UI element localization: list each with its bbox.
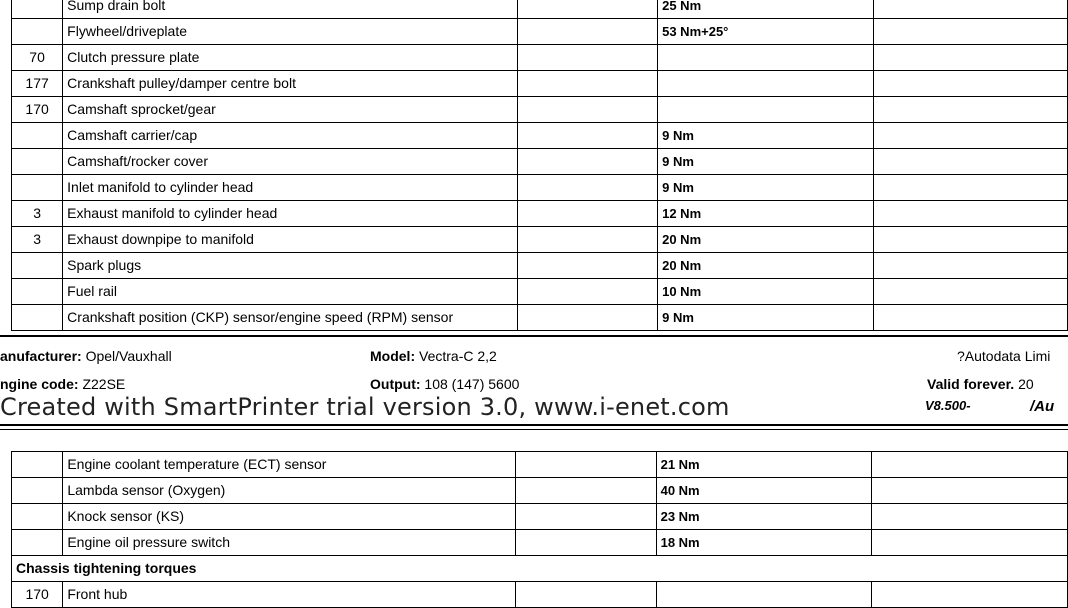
- ref-cell: [12, 530, 63, 556]
- torque-table-top: [11, 0, 1068, 331]
- spec-cell: [518, 0, 658, 19]
- spec-cell: [518, 305, 658, 331]
- ref-cell: [12, 19, 63, 45]
- table-row: [12, 227, 1068, 253]
- spec-cell: [515, 582, 656, 608]
- torque-cell: 12 Nm: [658, 201, 874, 227]
- item-cell: Fuel rail: [63, 279, 518, 305]
- table-row: [12, 305, 1068, 331]
- version-label: V8.500-: [925, 398, 971, 413]
- spec-cell: [518, 175, 658, 201]
- notes-cell: [873, 305, 1067, 331]
- table-row: [12, 253, 1068, 279]
- item-cell: Lambda sensor (Oxygen): [63, 478, 516, 504]
- ref-cell: 177: [12, 71, 63, 97]
- engine-code-label: ngine code:: [0, 376, 79, 392]
- notes-cell: [873, 227, 1067, 253]
- torque-cell: 23 Nm: [656, 504, 872, 530]
- item-cell: Sump drain bolt: [63, 0, 518, 19]
- ref-cell: [12, 149, 63, 175]
- notes-cell: [873, 201, 1067, 227]
- torque-cell: [658, 45, 874, 71]
- item-cell: Camshaft/rocker cover: [63, 149, 518, 175]
- item-cell: Flywheel/driveplate: [63, 19, 518, 45]
- manufacturer-label: anufacturer:: [0, 348, 82, 364]
- spec-cell: [515, 478, 656, 504]
- table-row: [12, 149, 1068, 175]
- item-cell: Exhaust manifold to cylinder head: [63, 201, 518, 227]
- torque-cell: [658, 97, 874, 123]
- copyright-text: ?Autodata Limi: [957, 348, 1051, 364]
- ref-cell: [12, 123, 63, 149]
- table-row: [12, 582, 1068, 608]
- model-label: Model:: [370, 348, 416, 364]
- spec-cell: [515, 504, 656, 530]
- page-break-rule-low: [0, 429, 1068, 430]
- item-cell: Engine coolant temperature (ECT) sensor: [63, 452, 516, 478]
- engine-code-value: Z22SE: [82, 376, 126, 392]
- torque-cell: 53 Nm+25°: [658, 19, 874, 45]
- notes-cell: [872, 452, 1068, 478]
- notes-cell: [873, 175, 1067, 201]
- notes-cell: [872, 478, 1068, 504]
- section-title: Chassis tightening torques: [12, 556, 1068, 582]
- notes-cell: [872, 582, 1068, 608]
- notes-cell: [873, 45, 1067, 71]
- manufacturer-line: [0, 347, 172, 365]
- manufacturer-value: Opel/Vauxhall: [85, 348, 172, 364]
- table-row: [12, 45, 1068, 71]
- table-row: [12, 0, 1068, 19]
- engine-code-line: [0, 375, 125, 393]
- notes-cell: [872, 504, 1068, 530]
- torque-cell: 20 Nm: [658, 253, 874, 279]
- spec-cell: [518, 97, 658, 123]
- torque-cell: 18 Nm: [656, 530, 872, 556]
- spec-cell: [515, 452, 656, 478]
- page-break-rule-top: [0, 335, 1068, 337]
- table-row: [12, 175, 1068, 201]
- spec-cell: [518, 201, 658, 227]
- ref-cell: 3: [12, 201, 63, 227]
- notes-cell: [873, 19, 1067, 45]
- ref-cell: 3: [12, 227, 63, 253]
- valid-value: 20: [1018, 376, 1034, 392]
- torque-cell: 10 Nm: [658, 279, 874, 305]
- torque-cell: 9 Nm: [658, 175, 874, 201]
- spec-cell: [515, 530, 656, 556]
- ref-cell: [12, 0, 63, 19]
- torque-cell: 9 Nm: [658, 305, 874, 331]
- torque-cell: 25 Nm: [658, 0, 874, 19]
- notes-cell: [873, 0, 1067, 19]
- valid-line: [927, 375, 1034, 393]
- spec-cell: [518, 227, 658, 253]
- item-cell: Engine oil pressure switch: [63, 530, 516, 556]
- output-value: 108 (147) 5600: [424, 376, 520, 392]
- table-row: [12, 123, 1068, 149]
- ref-cell: [12, 478, 63, 504]
- trial-watermark: Created with SmartPrinter trial version 3.0, www.i-enet.com: [0, 393, 730, 421]
- torque-cell: 21 Nm: [656, 452, 872, 478]
- item-cell: Spark plugs: [63, 253, 518, 279]
- model-line: [370, 347, 497, 365]
- table-row: [12, 71, 1068, 97]
- ref-cell: [12, 175, 63, 201]
- ref-cell: [12, 504, 63, 530]
- ref-cell: [12, 253, 63, 279]
- item-cell: Crankshaft position (CKP) sensor/engine speed (RPM) sensor: [63, 305, 518, 331]
- autodata-logo-fragment: /Au: [1030, 398, 1055, 415]
- notes-cell: [873, 97, 1067, 123]
- spec-cell: [518, 149, 658, 175]
- table-row: [12, 19, 1068, 45]
- item-cell: Camshaft sprocket/gear: [63, 97, 518, 123]
- item-cell: Front hub: [63, 582, 516, 608]
- torque-table-bottom: [11, 451, 1068, 608]
- table-row: [12, 201, 1068, 227]
- section-row: [12, 556, 1068, 582]
- item-cell: Clutch pressure plate: [63, 45, 518, 71]
- ref-cell: 70: [12, 45, 63, 71]
- ref-cell: [12, 305, 63, 331]
- ref-cell: 170: [12, 97, 63, 123]
- table-row: [12, 452, 1068, 478]
- torque-cell: [658, 71, 874, 97]
- notes-cell: [873, 71, 1067, 97]
- torque-cell: [656, 582, 872, 608]
- spec-cell: [518, 71, 658, 97]
- torque-cell: 20 Nm: [658, 227, 874, 253]
- spec-cell: [518, 45, 658, 71]
- table-row: [12, 478, 1068, 504]
- ref-cell: [12, 279, 63, 305]
- model-value: Vectra-C 2,2: [419, 348, 497, 364]
- notes-cell: [872, 530, 1068, 556]
- spec-cell: [518, 123, 658, 149]
- output-label: Output:: [370, 376, 421, 392]
- notes-cell: [873, 149, 1067, 175]
- item-cell: Camshaft carrier/cap: [63, 123, 518, 149]
- torque-cell: 9 Nm: [658, 123, 874, 149]
- ref-cell: 170: [12, 582, 63, 608]
- ref-cell: [12, 452, 63, 478]
- table-row: [12, 279, 1068, 305]
- table-row: [12, 97, 1068, 123]
- notes-cell: [873, 253, 1067, 279]
- table-row: [12, 530, 1068, 556]
- item-cell: Crankshaft pulley/damper centre bolt: [63, 71, 518, 97]
- spec-cell: [518, 253, 658, 279]
- item-cell: Knock sensor (KS): [63, 504, 516, 530]
- output-line: [370, 375, 519, 393]
- torque-cell: 9 Nm: [658, 149, 874, 175]
- table-row: [12, 504, 1068, 530]
- notes-cell: [873, 279, 1067, 305]
- notes-cell: [873, 123, 1067, 149]
- valid-label: Valid forever.: [927, 376, 1015, 392]
- item-cell: Exhaust downpipe to manifold: [63, 227, 518, 253]
- item-cell: Inlet manifold to cylinder head: [63, 175, 518, 201]
- spec-cell: [518, 279, 658, 305]
- page-break-rule-mid: [0, 424, 1068, 426]
- torque-cell: 40 Nm: [656, 478, 872, 504]
- spec-cell: [518, 19, 658, 45]
